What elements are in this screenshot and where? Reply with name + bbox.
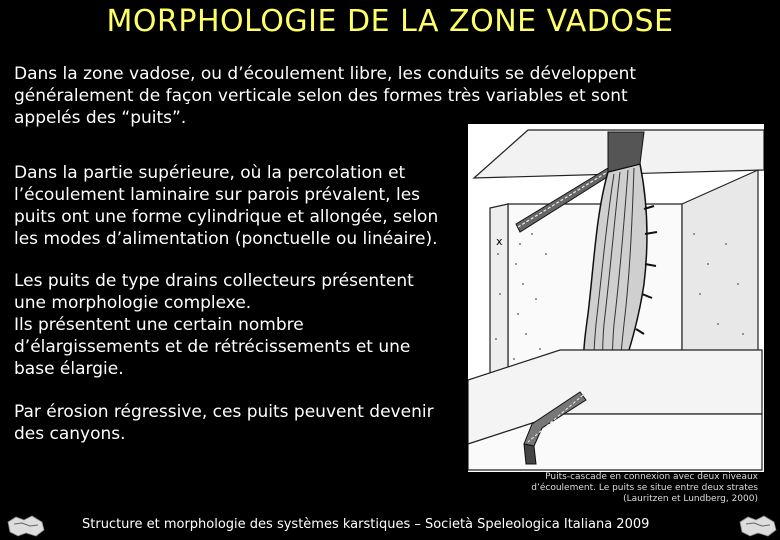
text-line: appelés des “puits”. [14, 108, 187, 128]
text-line: Dans la partie supérieure, où la percolation et [14, 163, 406, 183]
text-line: base élargie. [14, 359, 124, 379]
text-line: Dans la zone vadose, ou d’écoulement libre, les conduits se développent [14, 64, 637, 84]
intro-paragraph [14, 63, 774, 129]
text-line: Par érosion régressive, ces puits peuvent devenir [14, 402, 434, 422]
caption-line: d’écoulement. Le puits se situe entre deux strates [531, 483, 758, 493]
text-line: des canyons. [14, 424, 126, 444]
figure-marker-label: x [496, 235, 503, 248]
text-line: généralement de façon verticale selon des formes très variables et sont [14, 86, 628, 106]
society-logo-icon [6, 514, 46, 538]
caption-line: (Lauritzen et Lundberg, 2000) [623, 494, 758, 504]
text-line: les modes d’alimentation (ponctuelle ou linéaire). [14, 229, 438, 249]
upper-zone-paragraph [14, 162, 464, 250]
collector-paragraph [14, 270, 464, 380]
text-line: une morphologie complexe. [14, 293, 252, 313]
figure-caption [468, 472, 758, 505]
shaft-block-diagram [468, 124, 764, 472]
text-line: Les puits de type drains collecteurs présentent [14, 271, 414, 291]
caption-line: Puits-cascade en connexion avec deux niveaux [545, 472, 758, 482]
society-logo-icon-right [738, 514, 778, 538]
erosion-paragraph [14, 401, 464, 445]
text-line: puits ont une forme cylindrique et allongée, selon [14, 207, 439, 227]
slide-footer: Structure et morphologie des systèmes karstiques – Società Speleologica Italiana 2009 [82, 517, 650, 532]
text-line: l’écoulement laminaire sur parois prévalent, les [14, 185, 421, 205]
slide-title: MORPHOLOGIE DE LA ZONE VADOSE [106, 4, 674, 39]
text-line: d’élargissements et de rétrécissements et une [14, 337, 411, 357]
text-line: Ils présentent une certain nombre [14, 315, 304, 335]
